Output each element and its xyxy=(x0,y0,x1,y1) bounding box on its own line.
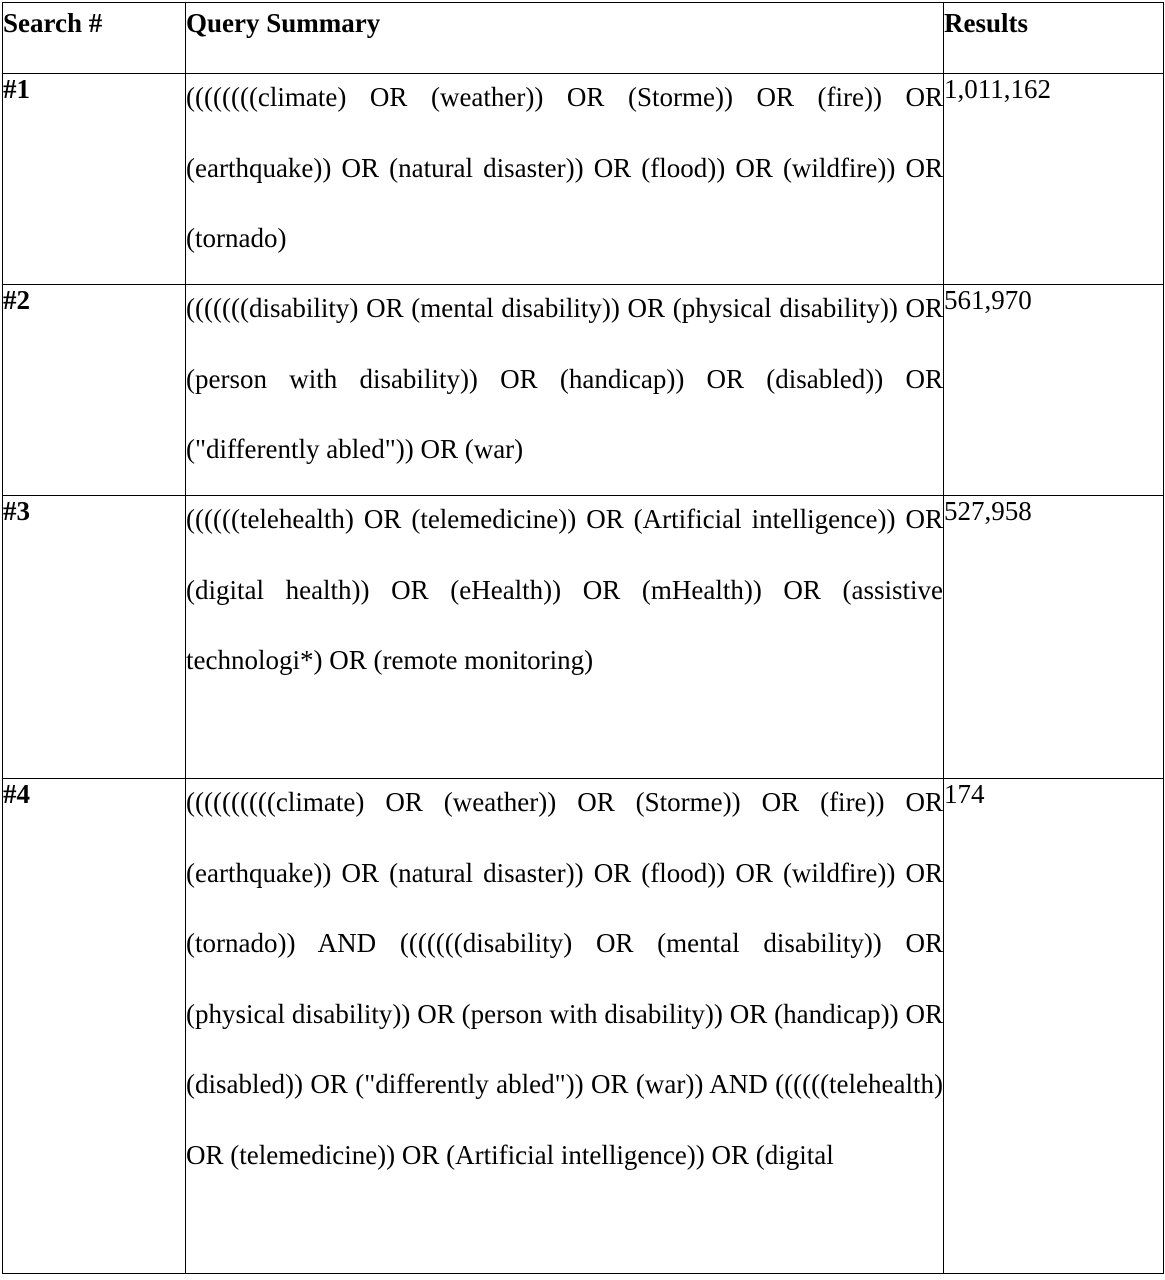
header-search-number: Search # xyxy=(3,3,186,74)
results-count: 174 xyxy=(944,779,1164,1274)
query-text: (((((((disability) OR (mental disability)) OR (physical disability)) OR (person with disability)) OR (handicap)) OR (disabled)) OR ("differently abled")) OR (war) xyxy=(186,293,943,464)
results-count: 527,958 xyxy=(944,496,1164,779)
search-number: #3 xyxy=(3,496,186,779)
query-text: ((((((((climate) OR (weather)) OR (Storme)) OR (fire)) OR (earthquake)) OR (natural disaster)) OR (flood)) OR (wildfire)) OR (tornado) xyxy=(186,82,943,253)
query-summary-cell xyxy=(186,779,944,1274)
search-strategy-table xyxy=(2,2,1164,1274)
results-count: 561,970 xyxy=(944,285,1164,496)
table-row xyxy=(3,496,1164,779)
table-row xyxy=(3,74,1164,285)
header-query-summary: Query Summary xyxy=(186,3,944,74)
results-count: 1,011,162 xyxy=(944,74,1164,285)
query-text: ((((((((((climate) OR (weather)) OR (Storme)) OR (fire)) OR (earthquake)) OR (natural disaster)) OR (flood)) OR (wildfire)) OR (tornado)) AND (((((((disability) OR (mental disability)) OR (physical disability)) OR (person with disability)) OR (handicap)) OR (disabled)) OR ("differently abled")) OR (war)) AND ((((((telehealth) OR (telemedicine)) OR (Artificial intelligence)) OR (digital xyxy=(186,787,943,1170)
table-row xyxy=(3,779,1164,1274)
header-results: Results xyxy=(944,3,1164,74)
search-number: #4 xyxy=(3,779,186,1274)
query-clip xyxy=(186,779,943,1269)
table-row xyxy=(3,285,1164,496)
query-text: ((((((telehealth) OR (telemedicine)) OR (Artificial intelligence)) OR (digital health)) OR (eHealth)) OR (mHealth)) OR (assistive technologi*) OR (remote monitoring) xyxy=(186,504,943,675)
query-summary-cell xyxy=(186,496,944,779)
search-number: #1 xyxy=(3,74,186,285)
search-number: #2 xyxy=(3,285,186,496)
query-summary-cell xyxy=(186,74,944,285)
query-summary-cell xyxy=(186,285,944,496)
